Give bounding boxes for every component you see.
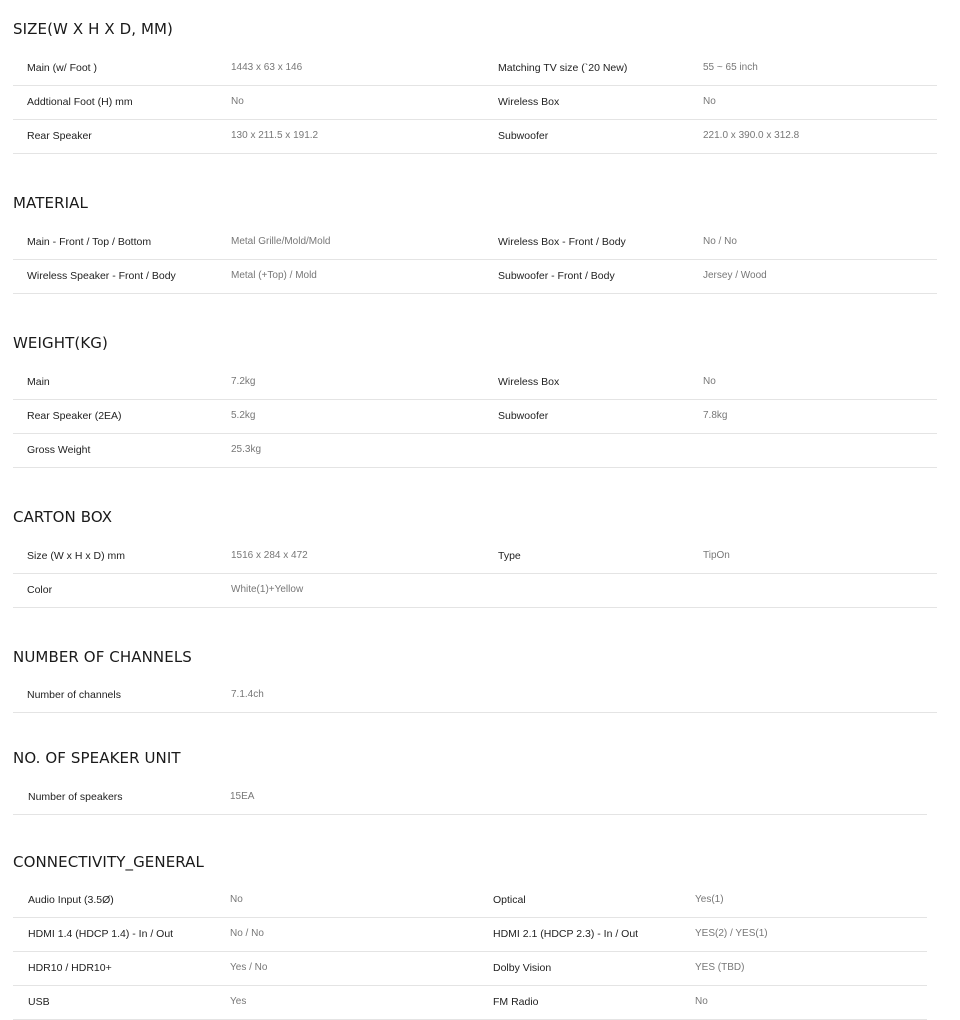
spec-label: Size (W x H x D) mm bbox=[27, 550, 125, 562]
table-row bbox=[13, 678, 937, 713]
table-row bbox=[13, 573, 937, 608]
spec-value: No bbox=[230, 894, 243, 905]
spec-label: HDR10 / HDR10+ bbox=[28, 962, 112, 974]
table-row bbox=[13, 433, 937, 468]
table-row bbox=[13, 780, 927, 815]
spec-value: White(1)+Yellow bbox=[231, 584, 304, 595]
spec-value: 7.2kg bbox=[231, 376, 256, 387]
section-title: CONNECTIVITY_GENERAL bbox=[13, 853, 205, 871]
table-row bbox=[13, 365, 937, 400]
spec-label: Wireless Box bbox=[498, 376, 560, 388]
spec-label: Main (w/ Foot ) bbox=[27, 62, 98, 74]
section-title: NUMBER OF CHANNELS bbox=[13, 648, 192, 666]
spec-label: Audio Input (3.5Ø) bbox=[28, 894, 114, 906]
spec-value: 15EA bbox=[230, 791, 255, 802]
spec-value: YES (TBD) bbox=[695, 962, 745, 973]
table-row bbox=[13, 225, 937, 260]
spec-label: Main bbox=[27, 376, 50, 388]
spec-label: FM Radio bbox=[493, 996, 539, 1008]
spec-value: No bbox=[703, 376, 716, 387]
spec-value: 55 ~ 65 inch bbox=[703, 62, 758, 73]
spec-value: 7.1.4ch bbox=[231, 689, 264, 700]
spec-value: Metal (+Top) / Mold bbox=[231, 270, 317, 281]
spec-value: 1443 x 63 x 146 bbox=[231, 62, 303, 73]
spec-value: YES(2) / YES(1) bbox=[695, 928, 768, 939]
spec-value: 5.2kg bbox=[231, 410, 256, 421]
spec-value: Metal Grille/Mold/Mold bbox=[231, 236, 331, 247]
spec-label: Subwoofer - Front / Body bbox=[498, 270, 615, 282]
section-weight bbox=[13, 334, 728, 456]
spec-value: Jersey / Wood bbox=[703, 270, 767, 281]
section-title: WEIGHT(KG) bbox=[13, 334, 108, 352]
spec-value: TipOn bbox=[703, 550, 730, 561]
spec-label: USB bbox=[28, 996, 50, 1008]
spec-label: Subwoofer bbox=[498, 130, 549, 142]
spec-value: Yes(1) bbox=[695, 894, 724, 905]
table-row bbox=[13, 951, 927, 986]
section-title: NO. OF SPEAKER UNIT bbox=[13, 749, 181, 767]
table-row bbox=[13, 399, 937, 434]
spec-value: No bbox=[695, 996, 708, 1007]
spec-label: Subwoofer bbox=[498, 410, 549, 422]
spec-label: Addtional Foot (H) mm bbox=[27, 96, 133, 108]
spec-label: Number of channels bbox=[27, 689, 121, 701]
spec-label: HDMI 1.4 (HDCP 1.4) - In / Out bbox=[28, 928, 174, 940]
section-speaker-units bbox=[13, 749, 255, 803]
spec-label: Rear Speaker (2EA) bbox=[27, 410, 122, 422]
spec-value: No / No bbox=[703, 236, 737, 247]
table-row bbox=[13, 51, 937, 86]
section-title: MATERIAL bbox=[13, 194, 88, 212]
table-row bbox=[13, 259, 937, 294]
spec-value: 7.8kg bbox=[703, 410, 728, 421]
spec-label: Type bbox=[498, 550, 521, 562]
spec-value: 221.0 x 390.0 x 312.8 bbox=[703, 130, 800, 141]
spec-label: Matching TV size (`20 New) bbox=[498, 62, 628, 74]
spec-label: Wireless Box - Front / Body bbox=[498, 236, 626, 248]
spec-label: Gross Weight bbox=[27, 444, 91, 456]
spec-value: No bbox=[703, 96, 716, 107]
spec-value: 130 x 211.5 x 191.2 bbox=[231, 130, 319, 141]
table-row bbox=[13, 917, 927, 952]
spec-label: Dolby Vision bbox=[493, 962, 552, 974]
section-number-of-channels bbox=[13, 648, 264, 701]
section-material bbox=[13, 194, 767, 282]
table-row bbox=[13, 119, 937, 154]
section-size bbox=[13, 20, 800, 142]
section-title: CARTON BOX bbox=[13, 508, 113, 526]
table-row bbox=[13, 539, 937, 574]
table-row bbox=[13, 985, 927, 1020]
spec-label: Wireless Speaker - Front / Body bbox=[27, 270, 176, 282]
spec-value: No bbox=[231, 96, 244, 107]
table-row bbox=[13, 85, 937, 120]
spec-label: Optical bbox=[493, 894, 526, 906]
table-row bbox=[13, 883, 927, 918]
spec-value: Yes / No bbox=[230, 962, 268, 973]
section-carton-box bbox=[13, 508, 730, 596]
spec-label: Main - Front / Top / Bottom bbox=[27, 236, 152, 248]
spec-label: Rear Speaker bbox=[27, 130, 92, 142]
spec-value: Yes bbox=[230, 996, 247, 1007]
spec-label: HDMI 2.1 (HDCP 2.3) - In / Out bbox=[493, 928, 639, 940]
spec-value: 25.3kg bbox=[231, 444, 262, 455]
spec-label: Number of speakers bbox=[28, 791, 123, 803]
spec-label: Wireless Box bbox=[498, 96, 560, 108]
spec-value: No / No bbox=[230, 928, 264, 939]
section-title: SIZE(W X H X D, MM) bbox=[13, 20, 174, 38]
spec-label: Color bbox=[27, 584, 53, 596]
spec-value: 1516 x 284 x 472 bbox=[231, 550, 308, 561]
section-connectivity-general bbox=[13, 853, 768, 1008]
